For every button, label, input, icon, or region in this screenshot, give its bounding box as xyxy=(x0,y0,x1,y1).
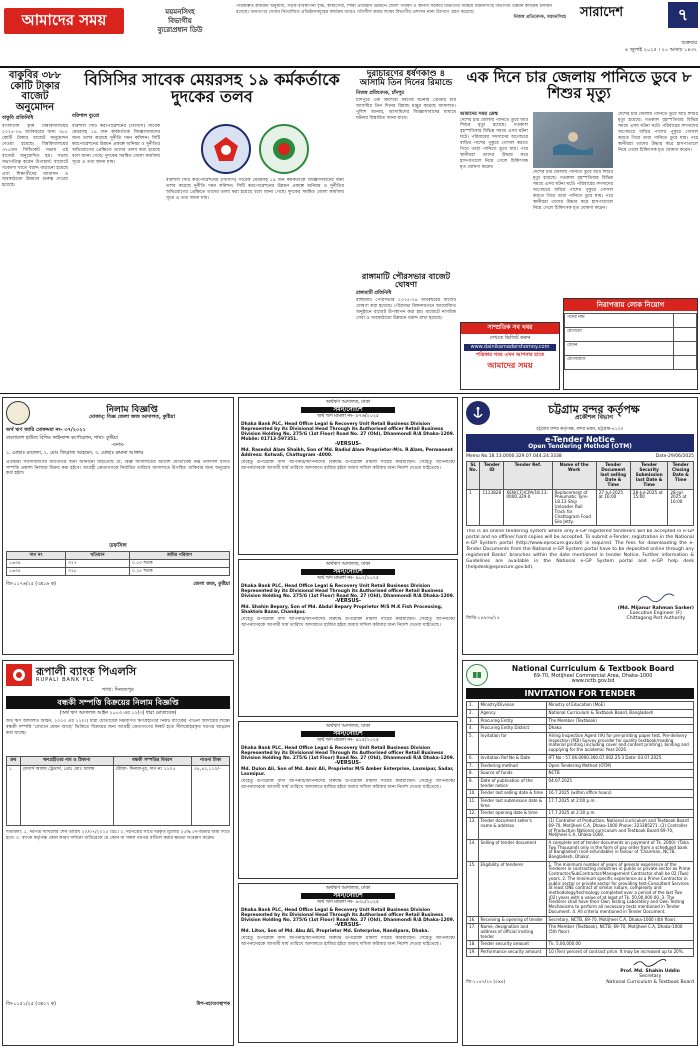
row-number: 12. xyxy=(467,810,479,818)
row-number: 2. xyxy=(467,709,479,717)
rape-body: চাঁদপুরে এক কিশোরী ধর্ষণের ঘটনায় গ্রেপ্তার চার আসামির তিন দিনের রিমান্ড মঞ্জুর করেছে আদালত। পুলিশ জানায়, আসামিদের জিজ্ঞাসাবাদের মাধ্যমে ঘটনার বিস্তারিত জানা যাবে। xyxy=(356,98,456,122)
port-org: চট্টগ্রাম বন্দর কর্তৃপক্ষ xyxy=(548,402,640,416)
row-label: Tendering method xyxy=(478,762,546,770)
table-row xyxy=(467,861,694,916)
table-row xyxy=(467,770,694,778)
row-number: 5. xyxy=(467,733,479,755)
cell: ০.২৫ শতক xyxy=(129,568,229,576)
summons-notice-1[interactable] xyxy=(238,397,458,555)
recruit-row-4: যোগাযোগ xyxy=(565,356,674,370)
summons-body: যেহেতু উপরোক্ত বাদী আপনার/আপনাদের বিরুদ্ধে উপরোক্ত মামলা দায়ের করিয়াছেন। সেহেতু আপনাকে/আপনাদেরকে আগামী ধার্য তারিখে আদালতে হাজির হইয়া জবাব দাখিল করিবার জন্য নির্দেশ দেওয়া যাইতেছে। xyxy=(241,778,455,790)
rupali-bank-name: রূপালী ব্যাংক পিএলসি xyxy=(36,664,137,678)
port-header-ref: Tender Ref. xyxy=(504,462,552,489)
summons-title: সমন/নোটিশ xyxy=(301,731,395,738)
row-label: Procuring Entity xyxy=(478,717,546,725)
row-label: Name, designation and address of official inviting tender xyxy=(478,924,546,941)
issue-date xyxy=(575,40,697,53)
drown-headline: এক দিনে চার জেলায় পানিতে ডুবে ৮ শিশুর মৃত্যু xyxy=(466,68,692,102)
row-label: Tender security amount xyxy=(478,941,546,949)
summons-plaintiff: Dhaka Bank PLC, Head Office Legal & Recovery Unit Retail Business Division Represented by its Divisional Head Through its Authorised officer Retail Business Division Holding No. 275/G (1st Floor) Road No. 27 (Old), Dhanmondi R/A Dhaka-1209. xyxy=(241,907,455,924)
rupali-table xyxy=(6,756,230,825)
table-row xyxy=(467,924,694,941)
recruitment-ad[interactable] xyxy=(563,298,698,390)
nctb-tender-notice[interactable] xyxy=(462,660,698,1046)
drown-body-col-2: দেশের চার জেলায় পানিতে ডুবে আট শিশুর মৃত্যু হয়েছে। গতকাল বৃহস্পতিবার বিভিন্ন সময়ে এসব ঘটনা ঘটে। পরিবারের সদস্যদের অগোচরে বাড়ির পাশের পুকুরে গোসল করতে গিয়ে তারা পানিতে ডুবে যায়। পরে স্থানীয়রা তাদের উদ্ধার করে হাসপাতালে নিয়ে গেলে চিকিৎসক মৃত ঘোষণা করেন। xyxy=(533,170,613,211)
summons-column xyxy=(238,397,458,1047)
table-row xyxy=(467,777,694,789)
table-row xyxy=(467,717,694,725)
row-number: 13. xyxy=(467,818,479,840)
page-number: ৭ xyxy=(668,2,698,28)
drown-headline-block[interactable] xyxy=(460,70,698,110)
table-row xyxy=(467,790,694,798)
summons-plaintiff: Dhaka Bank PLC, Head Office Legal & Recovery Unit Retail Business Division Represented by its Divisional Head Through its Authorised officer Retail Business Division Holding No. 275/G (1st Floor) Road No. 27 (Old), Dhanmondi R/A Dhaka-1209. xyxy=(241,583,455,600)
drown-body-col-3: দেশের চার জেলায় পানিতে ডুবে আট শিশুর মৃত্যু হয়েছে। গতকাল বৃহস্পতিবার বিভিন্ন সময়ে এসব ঘটনা ঘটে। পরিবারের সদস্যদের অগোচরে বাড়ির পাশের পুকুরে গোসল করতে গিয়ে তারা পানিতে ডুবে যায়। পরে স্থানীয়রা তাদের উদ্ধার করে হাসপাতালে নিয়ে গেলে চিকিৎসক মৃত ঘোষণা করেন। xyxy=(618,112,698,153)
section-title: সারাদেশ xyxy=(580,5,624,20)
row-number: 3. xyxy=(467,717,479,725)
drown-byline: আমাদের সময় ডেস্ক xyxy=(460,112,498,117)
row-number: 4. xyxy=(467,725,479,733)
summons-defendant: Md. Shahin Bepary, Son of Md. Abdul Bepary Proprietor M/S M.K Fish Processing, Shaktola Bazar, Chandpur. xyxy=(241,604,443,615)
port-signer: (Md. Mijanur Rahman Sarker) xyxy=(617,605,694,611)
rangamati-headline: রাঙ্গামাটি পৌরসভার বাজেট ঘোষণা xyxy=(361,271,451,290)
table-row xyxy=(467,709,694,717)
ad-site-link[interactable]: www.dainikamadershomoy.com xyxy=(464,344,556,352)
summons-body: যেহেতু উপরোক্ত বাদী আপনার/আপনাদের বিরুদ্ধে উপরোক্ত মামলা দায়ের করিয়াছেন। সেহেতু আপনাকে/আপনাদেরকে আগামী ধার্য তারিখে আদালতে হাজির হইয়া জবাব দাখিল করিবার জন্য নির্দেশ দেওয়া যাইতেছে। xyxy=(241,460,455,472)
row-value: 1. The minimum number of years of general experience of the Tenderer in contracting industries in public or private sector as Prime Contractor/SubContractor/Management Contractor shall be 02 (Two) years. 2. The minimum specific experience as a Prime Contractor in public sector or private sector for providing test-Consultant Services at least ONE contract of similar nature, complexity and methodology/technology completed over a period of the last Two (02) years with a value of at least of Tk. 50,00,000.00. 3. The Tenderer shall have their Own Testing Laboratory and Own Testing Mechanisms to perform all necessary tests mentioned in Tender Document. 4. All criteria mentioned in Tender Document. xyxy=(546,861,693,916)
row-value: 04.07.2025 xyxy=(546,777,693,789)
table-row xyxy=(467,762,694,770)
masthead-signoff: নিজস্ব প্রতিবেদক, ময়মনসিংহ xyxy=(513,15,566,21)
table-row xyxy=(467,949,694,957)
cell: Replacement of Pneumatic Tyre-18.13 Ship Unloader Rail Track for Chattogram Food Silo Jetty. xyxy=(552,489,596,526)
cell: মৌজা- দিনাজপুর, দাগ নং ১২০৫ xyxy=(113,765,191,825)
bcc-byline: বরিশাল ব্যুরো xyxy=(72,113,100,119)
recruit-row-3: বেতন xyxy=(565,342,674,356)
cell: 1113828 xyxy=(480,489,504,526)
port-memo: Memo No.18.13.0000.329.07.044.24.3338 xyxy=(466,454,562,460)
summons-plaintiff: Dhaka Bank PLC, Head Office Legal & Recovery Unit Retail Business Division Represented by its Divisional Head Through its Authorised officer Retail Business Division Holding No. 275/G (1st Floor) Road No. 27 (Old), Dhanmondi R/A Dhaka-1209. xyxy=(241,745,455,762)
table-row xyxy=(467,725,694,733)
rangamati-body: রাঙ্গামাটি পৌরসভার ২০২৫-২৬ অর্থবছরের বাজেট ঘোষণা করা হয়েছে। পৌরসভা মিলনায়তনে আয়োজিত অনুষ্ঠানে বাজেট উপস্থাপন করা হয়। বাজেটে নাগরিক সেবা ও অবকাঠামো উন্নয়নে বরাদ্দ রাখা হয়েছে। xyxy=(356,298,456,322)
signature-icon xyxy=(636,593,676,603)
summons-title: সমন/নোটিশ xyxy=(301,569,395,576)
rape-story[interactable] xyxy=(356,70,456,270)
cell: 1 xyxy=(467,489,480,526)
auction-schedule-title: তফসিল xyxy=(109,542,127,549)
rape-byline: নিজস্ব প্রতিবেদক, চাঁদপুর xyxy=(356,90,405,96)
row-number: 14. xyxy=(467,839,479,861)
rape-headline: দুরাচারণের ধর্ষণকাণ্ড ৪ আসামি তিন দিনের রিমান্ডে xyxy=(359,69,453,88)
port-tender-subtitle: Open Tendering Method (OTM) xyxy=(528,443,632,451)
row-number: 11. xyxy=(467,798,479,810)
row-label: Tender opening date & time xyxy=(478,810,546,818)
rupali-body: অর্থ ঋণ আদালত আইন, ২০০৩ এর ১২(৩) ধারা মোতাবেক নিম্নবর্ণিত ঋণগ্রহীতার নিকট ব্যাংকের পাওনা আদায়ের লক্ষ্যে বন্ধকী সম্পত্তি 'যেখানে যেমন আছে' ভিত্তিতে বিক্রয়ের জন্য আগ্রহী ক্রেতাগণের নিকট হতে সীলমোহরকৃত দরপত্র আহ্বান করা যাচ্ছে। xyxy=(6,719,230,737)
row-value: The Member (Textbook), NCTB, 69-70, Motijheel C.A, Dhaka-1000 (5th floor). xyxy=(546,924,693,941)
auction-versus: -বনাম- xyxy=(111,442,125,449)
budget-headline: বাকুবির ৩৮৮ কোটি টাকার বাজেট অনুমোদন xyxy=(8,70,62,113)
port-memo-date: Date-29/06/2025 xyxy=(655,454,694,460)
auction-body: এতদ্বারা সর্বসাধারণের অবগতির জন্য জানানো যাইতেছে যে, বিজ্ঞ আদালতের আদেশ মোতাবেক নিম্ন তফসিল বর্ণিত সম্পত্তি প্রকাশ্য নিলামে বিক্রয় করা হইবে। আগ্রহী ক্রেতাগণকে নির্ধারিত তারিখে আদালতে উপস্থিত থাকিবার জন্য অনুরোধ করা হইল। xyxy=(6,459,230,477)
cell: 28-Jul-2025 at 16:00 xyxy=(668,489,694,526)
rupali-signature: উপ-মহাব্যবস্থাপক xyxy=(196,1001,230,1007)
row-number: 15. xyxy=(467,861,479,916)
port-tender-notice[interactable] xyxy=(462,397,698,655)
auction-bank: বাংলাদেশ হাউজ বিল্ডিং ফাইন্যান্স কর্পোরেশন, শাখা- কুষ্টিয়া xyxy=(6,435,118,441)
recruit-row-2: যোগ্যতা xyxy=(565,328,674,342)
rupali-header-sl: ক্রম xyxy=(7,757,21,765)
rupali-header-amount: পাওনা টাকা xyxy=(191,757,229,765)
row-label: Performance security amount xyxy=(478,949,546,957)
rupali-ref: জি-১১৫১/২৫ (৩x২৭ ক) xyxy=(6,1001,57,1007)
row-label: Date of publication of the tender notice xyxy=(478,777,546,789)
rupali-header-borrower: ঋণগ্রহীতার নাম ও ঠিকানা xyxy=(20,757,113,765)
acc-emblem-icon xyxy=(259,124,309,174)
schedule-header-khatian: খতিয়ান xyxy=(66,551,130,559)
nctb-address: 69-70, Motijheel Commercial Area, Dhaka-1000 xyxy=(533,672,653,679)
summons-defendant: Md. Dulon Ali, Son of Md. Amir Ali, Proprietor M/S Amber Enterprise, Laxmipur, Sadar, Laxmipur. xyxy=(241,766,454,777)
port-logo-icon xyxy=(466,401,490,425)
ad-line-1: দেখতে ভিজিট করুন xyxy=(489,334,531,341)
row-number: 18. xyxy=(467,941,479,949)
cell: XEN(CF)/CPA/18.13. 0000.329.0 xyxy=(504,489,552,526)
nctb-org: National Curriculum & Textbook Board xyxy=(511,663,675,673)
website-ad[interactable] xyxy=(460,322,560,390)
ad-title: সাম্প্রতিক সব খবর xyxy=(461,323,559,334)
row-label: Receiving & opening of tender xyxy=(478,916,546,924)
port-tender-title: e-Tender Notice xyxy=(545,435,615,445)
port-header-closing: Tender Closing Date & Time xyxy=(668,462,694,489)
auction-schedule-table xyxy=(6,551,230,577)
row-number: 8. xyxy=(467,770,479,778)
cell: 27-Jul-2025 at 16:00 xyxy=(596,489,630,526)
row-value: Secretary, NCTB, 69-70, Motijheel C.A, Dhaka-1000 (4th floor). xyxy=(546,916,693,924)
summons-court: অর্থঋণ আদালত, ঢাকা xyxy=(325,562,371,567)
summons-court: অর্থঋণ আদালত, ঢাকা xyxy=(325,886,371,891)
auction-case: অর্থ ঋণ জারি মোকদ্দমা নং- ৩৭/২০২১ xyxy=(6,427,86,433)
row-label: Selling of tender document xyxy=(478,839,546,861)
division-line-1: ময়মনসিংহ xyxy=(165,8,195,16)
budget-byline: বাকুবি প্রতিনিধি xyxy=(2,115,34,121)
schedule-header-plot: দাগ নং xyxy=(7,551,66,559)
port-address: চট্টগ্রাম বন্দর কর্তৃপক্ষ, বন্দর ভবন, চট্টগ্রাম-৪১০০ xyxy=(536,427,624,432)
port-header-id: Tender ID xyxy=(480,462,504,489)
rupali-logo-icon xyxy=(6,664,32,686)
schedule-header-area: জমির পরিমাণ xyxy=(129,551,229,559)
table-row xyxy=(467,754,694,762)
port-header-selling: Tender Document last selling Date & Time xyxy=(596,462,630,489)
nctb-logo-icon xyxy=(466,664,488,686)
summons-defendant: Md. Liton, Son of Md. Abu Ali, Proprietor Md. Enterprise, Nandipara, Dhaka. xyxy=(241,928,430,934)
bcc-headline: বিসিসির সাবেক মেয়রসহ ১৯ কর্মকর্তাকে দুদকের তলব xyxy=(84,70,340,106)
row-value: 10 (Ten) percent of contract price. It may be increased up to 20%. xyxy=(546,949,693,957)
row-value: Open Tendering Method (OTM) xyxy=(546,762,693,770)
recruit-table xyxy=(564,313,697,370)
issue-date-text: ৪ জুলাই ২০২৫ । ২০ আষাঢ় ১৪৩২ xyxy=(624,46,697,53)
issue-day: শুক্রবার xyxy=(681,40,697,46)
row-number: 1. xyxy=(467,702,479,710)
recruit-row-1: পদের নাম xyxy=(565,314,674,328)
drown-body-col-1: দেশের চার জেলায় পানিতে ডুবে আট শিশুর মৃত্যু হয়েছে। গতকাল বৃহস্পতিবার বিভিন্ন সময়ে এসব ঘটনা ঘটে। পরিবারের সদস্যদের অগোচরে বাড়ির পাশের পুকুরে গোসল করতে গিয়ে তারা পানিতে ডুবে যায়। পরে স্থানীয়রা তাদের উদ্ধার করে হাসপাতালে নিয়ে গেলে চিকিৎসক মৃত ঘোষণা করেন। xyxy=(460,117,528,171)
summons-notice-2[interactable] xyxy=(238,559,458,717)
division-line-2: বিভাগীয় xyxy=(168,17,192,26)
auction-title: নিলাম বিজ্ঞপ্তি xyxy=(106,404,158,415)
row-number: 9. xyxy=(467,777,479,789)
row-label: Invitation Ref No & Date xyxy=(478,754,546,762)
masthead-body: পরিকল্পিত কার্যক্রম অনুযায়ী, সড়ক ব্যবস্থাপনা বৃদ্ধি, স্বাস্থ্যসেবা, শিক্ষা প্রতিষ্ঠান উন্নয়নে জেলা পরিষদ ও স্থানীয় সরকার বিভাগের সমন্বয়ে ময়মনসিংহ বিভাগীয় উন্নয়ন কার্যক্রম চলমান রয়েছে। জনগণের সেবায় নিয়োজিত প্রতিষ্ঠানসমূহের কার্যক্রম আরও গতিশীল করার লক্ষ্যে বিভাগীয় প্রশাসন নানা উদ্যোগ গ্রহণ করেছে। xyxy=(236,4,552,15)
table-row xyxy=(467,733,694,755)
table-row xyxy=(7,560,230,568)
budget-body: বাংলাদেশ কৃষি বিশ্ববিদ্যালয়ের ২০২৫-২৬ অর্থবছরের জন্য ৩৮৮ কোটি টাকার বাজেট অনুমোদন দেওয়া হয়েছে। বিশ্ববিদ্যালয়ের ৩৭৫তম সিন্ডিকেট সভায় এই বাজেট অনুমোদিত হয়। সভায় সভাপতিত্ব করেন উপাচার্য। বাজেটে গবেষণা খাতে বরাদ্দ বাড়ানো হয়েছে এবং শিক্ষার্থীদের আবাসন ও অবকাঠামো উন্নয়নে গুরুত্ব দেওয়া হয়েছে। xyxy=(2,123,68,189)
rupali-bank-en: RUPALI BANK PLC xyxy=(36,677,95,684)
port-header-work: Name of the Work xyxy=(552,462,596,489)
row-value: IFT No : 57.06.0000.300.07.002.25-3 Date: 03.07.2025 xyxy=(546,754,693,762)
auction-court: মোকাম্‌: বিজ্ঞ জেলা জজ আদালত, কুষ্টিয়া xyxy=(89,414,175,421)
auction-signature: জেলা জজ, কুষ্টিয়া xyxy=(193,582,230,588)
row-number: 16. xyxy=(467,916,479,924)
nctb-website[interactable]: www.nctb.gov.bd xyxy=(571,678,615,685)
row-label: Tender last submission date & time xyxy=(478,798,546,810)
summons-notice-4[interactable] xyxy=(238,883,458,1043)
summons-title: সমন/নোটিশ xyxy=(301,893,395,900)
row-label: Ministry/Division xyxy=(478,702,546,710)
nctb-title: INVITATION FOR TENDER xyxy=(466,688,694,699)
port-signer-org: Chittagong Port Authority xyxy=(626,616,686,622)
nctb-table xyxy=(466,701,694,957)
row-number: 6. xyxy=(467,754,479,762)
row-value: The Member (Textbook) xyxy=(546,717,693,725)
budget-story[interactable] xyxy=(2,71,68,389)
newspaper-logo[interactable] xyxy=(4,8,124,34)
news-ads-divider xyxy=(0,393,700,394)
rupali-subtitle: (অর্থ ঋণ আদালত আইন ২০০৩ এর ১২(৩) ধারা মোতাবেক) xyxy=(59,710,177,716)
row-number: 19. xyxy=(467,949,479,957)
row-label: Tender last selling date & time xyxy=(478,790,546,798)
summons-case: অর্থ ঋণ মামলা নং- ৯০২/২০২৫ xyxy=(316,576,379,582)
division-label xyxy=(125,8,235,38)
row-value: 16.7.2025 (within office hours) xyxy=(546,790,693,798)
row-label: Source of funds xyxy=(478,770,546,778)
summons-body: যেহেতু উপরোক্ত বাদী আপনার/আপনাদের বিরুদ্ধে উপরোক্ত মামলা দায়ের করিয়াছেন। সেহেতু আপনাকে/আপনাদেরকে আগামী ধার্য তারিখে আদালতে হাজির হইয়া জবাব দাখিল করিবার জন্য নির্দেশ দেওয়া যাইতেছে। xyxy=(241,616,455,628)
row-value: National Curriculum & Textbook Board, Bangladesh xyxy=(546,709,693,717)
drowning-photo xyxy=(533,112,613,168)
row-value: Ministry of Education (MoE) xyxy=(546,702,693,710)
row-label: Invitation for xyxy=(478,733,546,755)
division-line-3: ব্যুরোপ্রধান ডিউ xyxy=(157,26,203,35)
summons-versus: -VERSUS- xyxy=(334,922,362,929)
nctb-signer: Prof. Md. Shahin Uddin xyxy=(620,969,680,974)
table-row xyxy=(467,810,694,818)
summons-defendant: Md. Rasedul Alam Shaikh, Son of Md. Badiul Alam Proprietor-M/s. R Alam, Permanent Address: Kotwali, Chattogram -4000. xyxy=(241,447,453,458)
summons-case: অর্থ ঋণ মামলা নং- ৯১৫/২০২৫ xyxy=(317,738,379,744)
table-row xyxy=(7,765,230,825)
row-number: 7. xyxy=(467,762,479,770)
summons-case: অর্থ ঋণ মামলা নং- ৯৩০/২০২৫ xyxy=(316,900,379,906)
port-dept: প্রকৌশল বিভাগ xyxy=(574,414,614,422)
summons-title: সমন/নোটিশ xyxy=(301,407,395,414)
court-seal-icon xyxy=(6,401,30,425)
table-row xyxy=(467,798,694,810)
summons-body: যেহেতু উপরোক্ত বাদী আপনার/আপনাদের বিরুদ্ধে উপরোক্ত মামলা দায়ের করিয়াছেন। সেহেতু আপনাকে/আপনাদেরকে আগামী ধার্য তারিখে আদালতে হাজির হইয়া জবাব দাখিল করিবার জন্য নির্দেশ দেওয়া যাইতেছে। xyxy=(241,935,455,947)
row-label: Agency xyxy=(478,709,546,717)
rupali-header-property: বন্ধকী সম্পত্তির বিবরণ xyxy=(113,757,191,765)
port-ref: জিডি-১৪৯৩৬/২৫ xyxy=(466,616,500,622)
nctb-signer-title: Secretary xyxy=(639,974,662,980)
row-value: (1) Controller of Production, National curriculum and Textbook Board 69-70, Motijheel C.A, Dhaka-1000 Phone: 223385271. (2) Controller of Production National curriculum and Textbook Board 69-70, Motijheel C.A, Dhaka-1000. xyxy=(546,818,693,840)
row-value: Hiring Inspection Agent (IA) for pre-printing paper test, Pre-delivery Inspection (PDI) Survey provider for quality textbook/reading material printing (including cover and content printing), binding and supplying for the academic Year-2026. xyxy=(546,733,693,755)
rupali-notice[interactable] xyxy=(2,660,234,1046)
summons-versus: -VERSUS- xyxy=(334,441,362,448)
logo-text: আমাদের সময় xyxy=(21,11,107,30)
port-header-security: Tender Security Submission last Date & Time xyxy=(630,462,668,489)
bcc-emblem-icon xyxy=(201,124,251,174)
row-number: 17. xyxy=(467,924,479,941)
cell: ১৬৩৫ xyxy=(7,568,66,576)
table-row xyxy=(467,839,694,861)
row-value: Dhaka xyxy=(546,725,693,733)
summons-court: অর্থঋণ আদালত, ঢাকা xyxy=(325,400,371,405)
cell: ৩৫,৪২,১১০/- xyxy=(191,765,229,825)
rupali-branch: শাখা: দিনাজপুর xyxy=(102,687,134,693)
cell: 28-Jul-2025 at 15:00 xyxy=(630,489,668,526)
row-value: NCTB xyxy=(546,770,693,778)
table-row xyxy=(467,941,694,949)
ad-line-2: পত্রিকার খবর এখন আপনার হাতে xyxy=(475,352,545,359)
bcc-body-col-1: বরিশাল সিটি করপোরেশনের (বিসিসি) সাবেক মেয়রসহ ১৯ জন কর্মকর্তাকে জিজ্ঞাসাবাদের জন্য তলব করেছে দুর্নীতি দমন কমিশন। সিটি করপোরেশনের উন্নয়ন প্রকল্পে অনিয়ম ও দুর্নীতির অভিযোগের প্রেক্ষিতে তাদের তলব করা হয়েছে বলে জানা গেছে। দুদকের সমন্বিত জেলা কার্যালয় সূত্রে এ তথ্য জানা যায়। xyxy=(72,123,160,165)
nctb-ref: জি-১১৪৭/২৫ (৫x৪) xyxy=(466,979,506,985)
rupali-conditions: শর্তাবলী: ১. দরপত্র দাখিলের শেষ তারিখ ২০/০৭/২০২৫ খ্রিঃ। ২. দরপত্রের সাথে দরকৃত মূল্যের ২৫% পে-অর্ডার জমা দিতে হবে। ৩. ব্যাংক কর্তৃপক্ষ কোন কারণ দর্শানো ব্যতিরেকে যে কোন বা সকল দরপত্র বাতিল করার ক্ষমতা সংরক্ষণ করেন। xyxy=(6,829,230,841)
rupali-title: বন্ধকী সম্পত্তি বিক্রয়ের নিলাম বিজ্ঞপ্তি xyxy=(6,696,230,709)
summons-court: অর্থঋণ আদালত, ঢাকা xyxy=(325,724,371,729)
port-tender-table xyxy=(466,461,694,526)
rangamati-byline: রাঙ্গামাটি প্রতিনিধি xyxy=(356,290,392,296)
table-row xyxy=(7,568,230,576)
cell: ৩২৮ xyxy=(66,568,130,576)
rangamati-story[interactable] xyxy=(356,272,456,390)
bcc-body-col-2: বরিশাল সিটি করপোরেশনের (বিসিসি) সাবেক মেয়রসহ ১৯ জন কর্মকর্তাকে জিজ্ঞাসাবাদের জন্য তলব করেছে দুর্নীতি দমন কমিশন। সিটি করপোরেশনের উন্নয়ন প্রকল্পে অনিয়ম ও দুর্নীতির অভিযোগের প্রেক্ষিতে তাদের তলব করা হয়েছে বলে জানা গেছে। দুদকের সমন্বিত জেলা কার্যালয় সূত্রে এ তথ্য জানা যায়। xyxy=(166,177,344,201)
signature-icon xyxy=(632,959,668,967)
cell: মেসার্স আলম ট্রেডার্স, প্রোঃ মোঃ আলম xyxy=(20,765,113,825)
port-signer-title: Executive Engineer (F) xyxy=(629,610,682,616)
bcc-headline-block[interactable] xyxy=(72,72,352,110)
summons-versus: -VERSUS- xyxy=(334,760,362,767)
summons-notice-3[interactable] xyxy=(238,721,458,879)
drown-story xyxy=(460,112,698,292)
nctb-signer-org: National Curriculum & Textbook Board xyxy=(606,979,694,985)
row-number: 10. xyxy=(467,790,479,798)
row-value: A complete set of tender documents on payment of Tk. 2000/- (Taka Two Thousand) only in the form of pay order from a scheduled bank of Bangladesh (non-refundable) in favour of 'Chairman, NCTB, Bangladesh, Dhaka'. xyxy=(546,839,693,861)
port-body: This is an online tendering system where only e-GP registered tenderers will be accepted in e-GP portal and no offline/ hard copies will be accepted. To submit e-Tender, registration in the National e-GP System portal (http://www.eprocure.gov.bd) is required. The fees for downloading the e-Tender Documents from the National e-GP System portal have to be deposited online through any registered Banks' branches within the date mentioned in tender Notice. Further information & Guidelines are available in the National e-GP System portal and e-GP help desk (helpdesk@eprocure.gov.bd). xyxy=(466,529,694,571)
masthead-column-text xyxy=(236,4,566,66)
cell: ৩২৭ xyxy=(66,560,130,568)
cell: ০.৫০ শতক xyxy=(129,560,229,568)
recruit-title: নিরাপত্তায় লোক নিয়োগ xyxy=(564,299,697,311)
row-value: 17.7.2025 at 2:30 p.m. xyxy=(546,810,693,818)
bcc-story xyxy=(72,114,352,390)
auction-defendants: ১. মোছাঃ মাজেদা, ২. মোঃ ফিরোজ আহমেদ, ৩. মোছাঃ রুমানা আক্তার xyxy=(6,451,144,457)
auction-ref: জি-১১৭৬/২৫ (৩x১৬ ক) xyxy=(6,582,57,588)
table-row xyxy=(467,818,694,840)
summons-case: অর্থ ঋণ মামলা নং- ৮৭৬/২০২৫ xyxy=(316,414,379,420)
ad-brand: আমাদের সময় xyxy=(487,361,533,371)
auction-notice[interactable] xyxy=(2,397,234,655)
table-row xyxy=(467,916,694,924)
summons-versus: -VERSUS- xyxy=(334,598,362,605)
port-header-sl: SL No. xyxy=(467,462,480,489)
summons-plaintiff: Dhaka Bank PLC, Head Office Legal & Recovery Unit Retail Business Division Represented by its Divisional Head Through its Authorised officer Retail Business Division Holding No. 275/G (1st Floor) Road No. 27 (Old), Dhanmondi R/A Dhaka-1209. Mobile: 01713-597351. xyxy=(241,421,455,443)
row-label: Procuring Entity District xyxy=(478,725,546,733)
row-value: Tk. 5,00,000.00 xyxy=(546,941,693,949)
table-row xyxy=(467,702,694,710)
row-label: Eligibility of tenderer xyxy=(478,861,546,916)
row-value: 17.7.2025 at 2:00 p.m. xyxy=(546,798,693,810)
table-row xyxy=(467,489,694,526)
cell: ১৬৩৪ xyxy=(7,560,66,568)
cell: ১ xyxy=(7,765,21,825)
row-label: Tender document seller's name & address xyxy=(478,818,546,840)
